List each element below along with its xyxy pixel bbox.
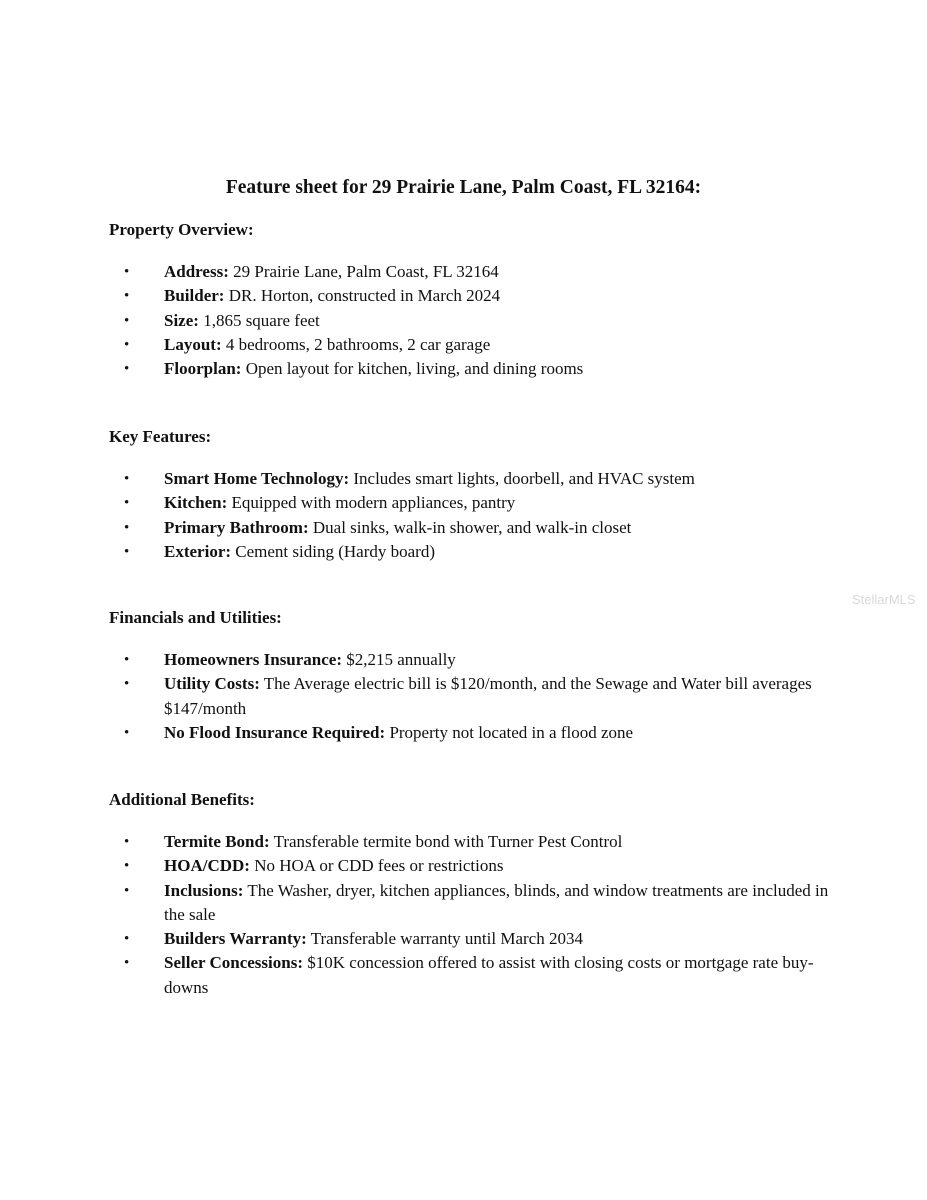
bullet: • xyxy=(124,724,130,741)
item-label: Layout: xyxy=(164,334,222,354)
item-label: Inclusions: xyxy=(164,880,244,900)
item-text: The Average electric bill is $120/month, and the Sewage and Water bill averages $147/month xyxy=(164,674,812,718)
bullet: • xyxy=(124,361,130,378)
bullet: • xyxy=(124,312,130,329)
item-text: Transferable termite bond with Turner Pest Control xyxy=(269,832,623,851)
list-item xyxy=(109,540,829,564)
list-item xyxy=(109,467,829,491)
list-item xyxy=(109,830,829,854)
list-item xyxy=(109,648,829,672)
section-additional-benefits xyxy=(109,788,829,1000)
feature-list xyxy=(109,467,829,564)
section-heading: Financials and Utilities: xyxy=(109,608,282,627)
item-label: No Flood Insurance Required: xyxy=(164,722,386,742)
item-label: Builders Warranty: xyxy=(164,929,307,949)
item-text: Property not located in a flood zone xyxy=(385,722,634,742)
item-label: HOA/CDD: xyxy=(164,856,250,876)
section-property-overview xyxy=(109,218,829,381)
feature-list xyxy=(109,830,829,1000)
bullet: • xyxy=(124,652,130,668)
item-text: DR. Horton, constructed in March 2024 xyxy=(224,286,501,306)
item-text: No HOA or CDD fees or restrictions xyxy=(249,856,504,876)
item-text: Cement siding (Hardy board) xyxy=(231,541,435,561)
bullet: • xyxy=(124,931,130,948)
item-label: Homeowners Insurance: xyxy=(164,650,343,669)
bullet: • xyxy=(124,834,130,850)
item-text: $2,215 annually xyxy=(342,650,456,669)
item-label: Seller Concessions: xyxy=(164,953,303,973)
item-text: 29 Prairie Lane, Palm Coast, FL 32164 xyxy=(228,262,499,281)
list-item xyxy=(109,516,829,540)
list-item xyxy=(109,927,829,951)
bullet: • xyxy=(124,336,130,353)
item-text: Includes smart lights, doorbell, and HVAC system xyxy=(349,469,695,488)
bullet: • xyxy=(124,676,130,693)
section-heading: Property Overview: xyxy=(109,220,254,239)
item-text: The Washer, dryer, kitchen appliances, blinds, and window treatments are included in the sale xyxy=(164,880,829,924)
stellar-mls-watermark: StellarMLS xyxy=(852,592,916,607)
item-text: Transferable warranty until March 2034 xyxy=(306,929,583,949)
bullet: • xyxy=(124,882,130,899)
section-heading: Key Features: xyxy=(109,427,212,446)
list-item xyxy=(109,260,829,284)
item-text: Equipped with modern appliances, pantry xyxy=(227,493,516,513)
bullet: • xyxy=(124,858,130,875)
list-item xyxy=(109,951,829,1000)
bullet: • xyxy=(124,519,130,536)
item-label: Builder: xyxy=(164,286,225,306)
item-label: Address: xyxy=(164,262,229,281)
bullet: • xyxy=(124,495,130,512)
list-item xyxy=(109,721,829,745)
item-text: 4 bedrooms, 2 bathrooms, 2 car garage xyxy=(221,334,491,354)
list-item xyxy=(109,879,829,928)
bullet: • xyxy=(124,471,130,487)
bullet: • xyxy=(124,543,130,560)
item-text: Open layout for kitchen, living, and dining rooms xyxy=(241,359,584,379)
item-label: Exterior: xyxy=(164,541,232,561)
list-item xyxy=(109,284,829,308)
section-heading: Additional Benefits: xyxy=(109,790,255,809)
section-key-features xyxy=(109,425,829,564)
item-label: Smart Home Technology: xyxy=(164,469,350,488)
bullet: • xyxy=(124,288,130,305)
page-title: Feature sheet for 29 Prairie Lane, Palm Coast, FL 32164: xyxy=(225,177,702,198)
list-item xyxy=(109,491,829,515)
item-label: Floorplan: xyxy=(164,359,242,379)
item-label: Size: xyxy=(164,310,199,330)
bullet: • xyxy=(124,955,130,972)
section-financials-utilities xyxy=(109,606,829,745)
list-item xyxy=(109,309,829,333)
list-item xyxy=(109,672,829,721)
list-item xyxy=(109,854,829,878)
item-label: Utility Costs: xyxy=(164,674,260,694)
item-text: Dual sinks, walk-in shower, and walk-in closet xyxy=(308,517,632,537)
list-item xyxy=(109,333,829,357)
list-item xyxy=(109,357,829,381)
item-text: 1,865 square feet xyxy=(198,310,320,330)
item-label: Kitchen: xyxy=(164,493,228,513)
item-text: $10K concession offered to assist with closing costs or mortgage rate buy-downs xyxy=(164,953,814,997)
bullet: • xyxy=(124,264,130,280)
item-label: Primary Bathroom: xyxy=(164,517,309,537)
feature-list xyxy=(109,648,829,745)
feature-list xyxy=(109,260,829,381)
item-label: Termite Bond: xyxy=(164,832,270,851)
